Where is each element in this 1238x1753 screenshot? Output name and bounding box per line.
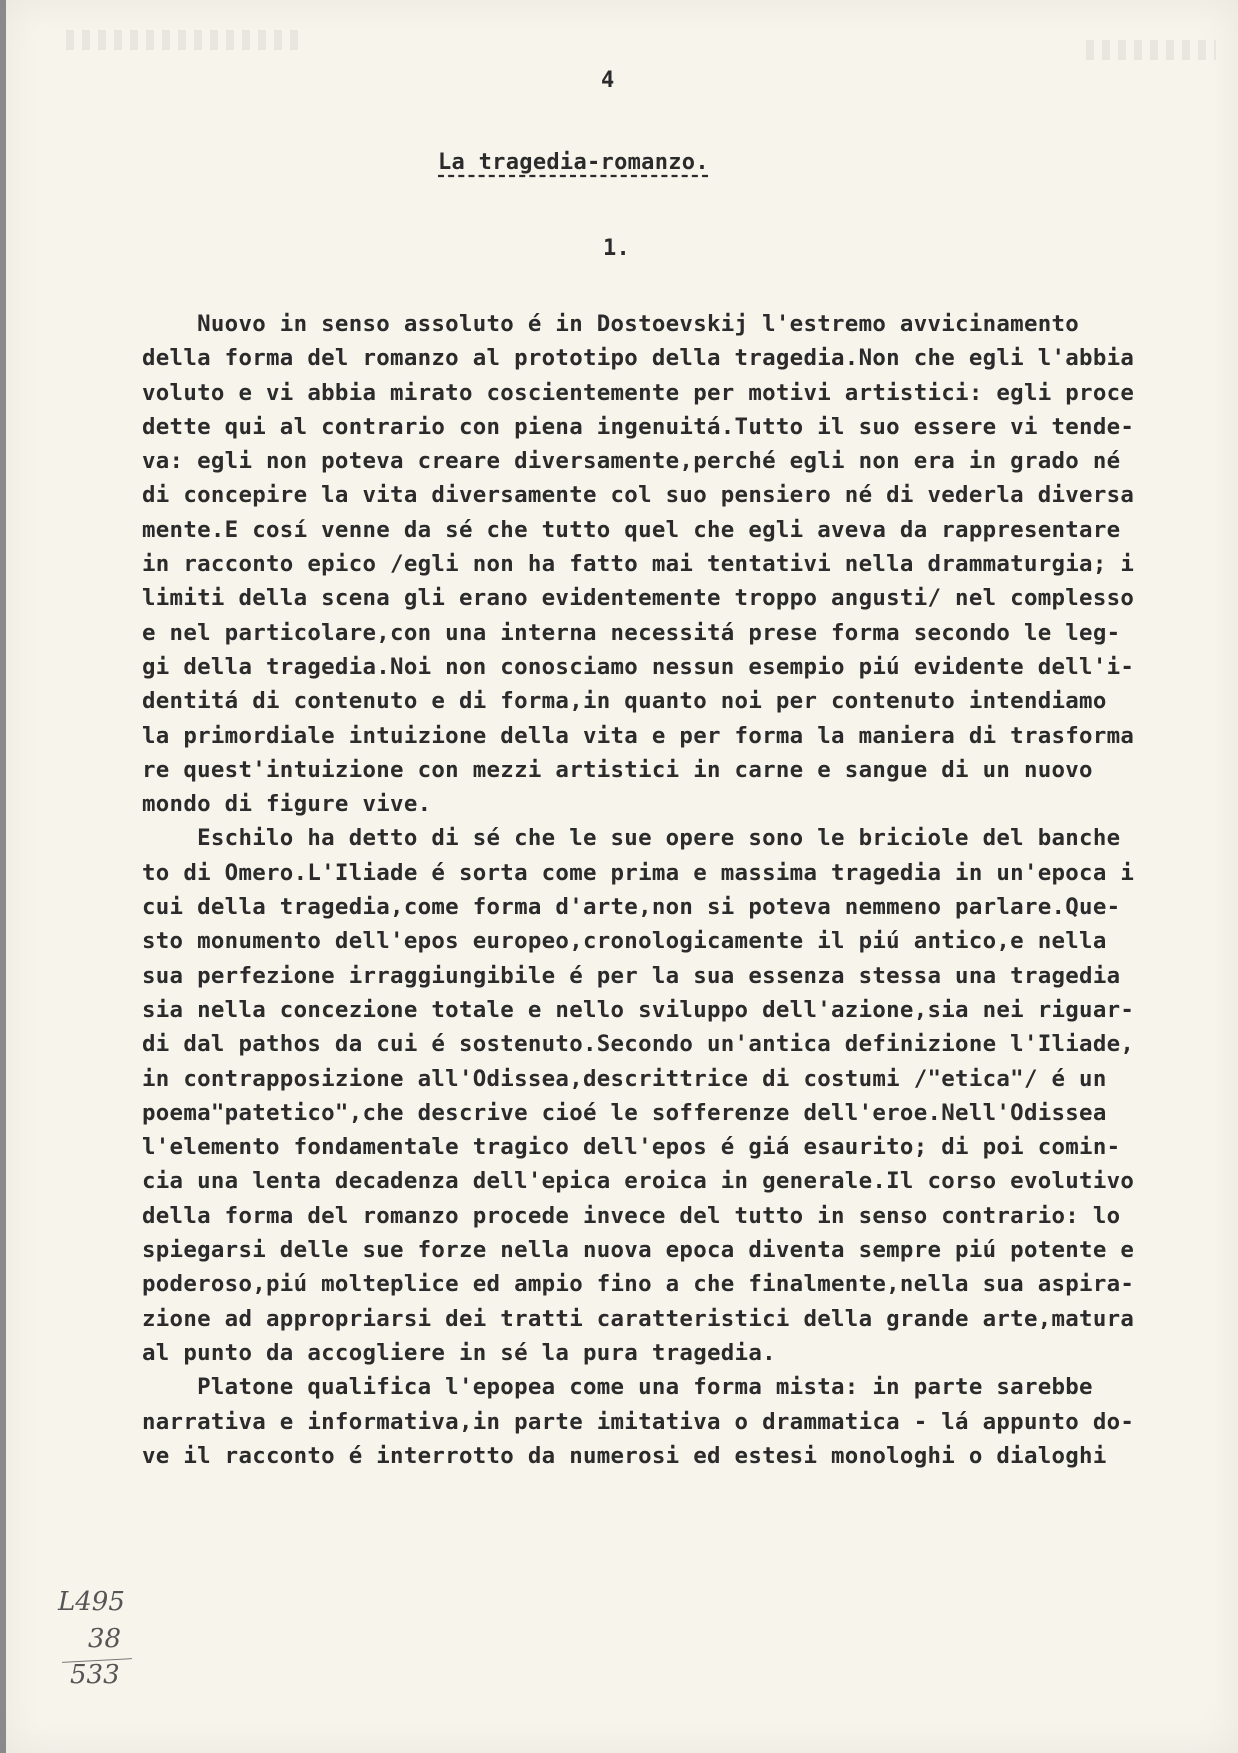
text-line: della forma del romanzo procede invece del tutto in senso contrario: lo: [142, 1202, 1121, 1229]
text-line: spiegarsi delle sue forze nella nuova epoca diventa sempre piú potente e: [142, 1237, 1135, 1264]
text-line: poema"patetico",che descrive cioé le sofferenze dell'eroe.Nell'Odissea: [142, 1099, 1107, 1126]
text-line: mente.E cosí venne da sé che tutto quel che egli aveva da rappresentare: [142, 516, 1121, 543]
text-line: narrativa e informativa,in parte imitativa o drammatica - lá appunto do-: [142, 1408, 1135, 1435]
typewritten-page: [6, 0, 1238, 1753]
text-line: cia una lenta decadenza dell'epica eroica in generale.Il corso evolutivo: [142, 1168, 1135, 1195]
text-line: cui della tragedia,come forma d'arte,non si poteva nemmeno parlare.Que-: [142, 894, 1121, 921]
text-line: l'elemento fondamentale tragico dell'epos é giá esaurito; di poi comin-: [142, 1134, 1121, 1161]
body-text: [142, 307, 1202, 1473]
text-line: di dal pathos da cui é sostenuto.Secondo un'antica definizione l'Iliade,: [142, 1031, 1135, 1058]
show-through-marks: [66, 30, 306, 50]
handwritten-note: 38: [88, 1624, 122, 1654]
text-line: Nuovo in senso assoluto é in Dostoevskij l'estremo avvicinamento: [142, 311, 1080, 337]
text-line: va: egli non poteva creare diversamente,perché egli non era in grado né: [142, 448, 1121, 475]
text-line: in racconto epico /egli non ha fatto mai tentativi nella drammaturgia; i: [142, 551, 1135, 578]
text-line: sto monumento dell'epos europeo,cronologicamente il piú antico,e nella: [142, 928, 1107, 955]
chapter-title: La tragedia-romanzo.: [438, 150, 709, 175]
page-number: 4: [601, 68, 615, 93]
text-line: sua perfezione irraggiungibile é per la sua essenza stessa una tragedia: [142, 962, 1121, 989]
text-line: Platone qualifica l'epopea come una forma mista: in parte sarebbe: [142, 1374, 1093, 1401]
show-through-marks: [1086, 40, 1216, 60]
text-line: voluto e vi abbia mirato coscientemente per motivi artistici: egli proce: [142, 379, 1135, 406]
text-line: gi della tragedia.Noi non conosciamo nessun esempio piú evidente dell'i-: [142, 653, 1135, 680]
text-line: e nel particolare,con una interna necessitá prese forma secondo le leg-: [142, 619, 1121, 646]
text-line: al punto da accogliere in sé la pura tragedia.: [142, 1339, 776, 1366]
text-line: della forma del romanzo al prototipo della tragedia.Non che egli l'abbia: [142, 345, 1135, 372]
text-line: to di Omero.L'Iliade é sorta come prima e massima tragedia in un'epoca i: [142, 859, 1135, 886]
text-line: sia nella concezione totale e nello sviluppo dell'azione,sia nei riguar-: [142, 996, 1135, 1023]
text-line: dette qui al contrario con piena ingenuitá.Tutto il suo essere vi tende-: [142, 413, 1135, 440]
text-line: poderoso,piú molteplice ed ampio fino a che finalmente,nella sua aspira-: [142, 1271, 1135, 1298]
text-line: ve il racconto é interrotto da numerosi ed estesi monologhi o dialoghi: [142, 1442, 1107, 1469]
text-line: la primordiale intuizione della vita e per forma la maniera di trasforma: [142, 722, 1135, 749]
text-line: dentitá di contenuto e di forma,in quanto noi per contenuto intendiamo: [142, 688, 1107, 715]
section-number: 1.: [603, 236, 631, 261]
handwritten-note: 533: [70, 1660, 120, 1690]
text-line: Eschilo ha detto di sé che le sue opere sono le briciole del banche: [142, 825, 1121, 852]
text-line: mondo di figure vive.: [142, 791, 432, 818]
text-line: in contrapposizione all'Odissea,descrittrice di costumi /"etica"/ é un: [142, 1065, 1107, 1092]
text-line: re quest'intuizione con mezzi artistici in carne e sangue di un nuovo: [142, 756, 1093, 783]
text-line: limiti della scena gli erano evidentemente troppo angusti/ nel complesso: [142, 585, 1135, 612]
text-line: di concepire la vita diversamente col suo pensiero né di vederla diversa: [142, 482, 1135, 509]
text-line: zione ad appropriarsi dei tratti caratteristici della grande arte,matura: [142, 1305, 1135, 1332]
handwritten-note: L495: [58, 1587, 125, 1617]
